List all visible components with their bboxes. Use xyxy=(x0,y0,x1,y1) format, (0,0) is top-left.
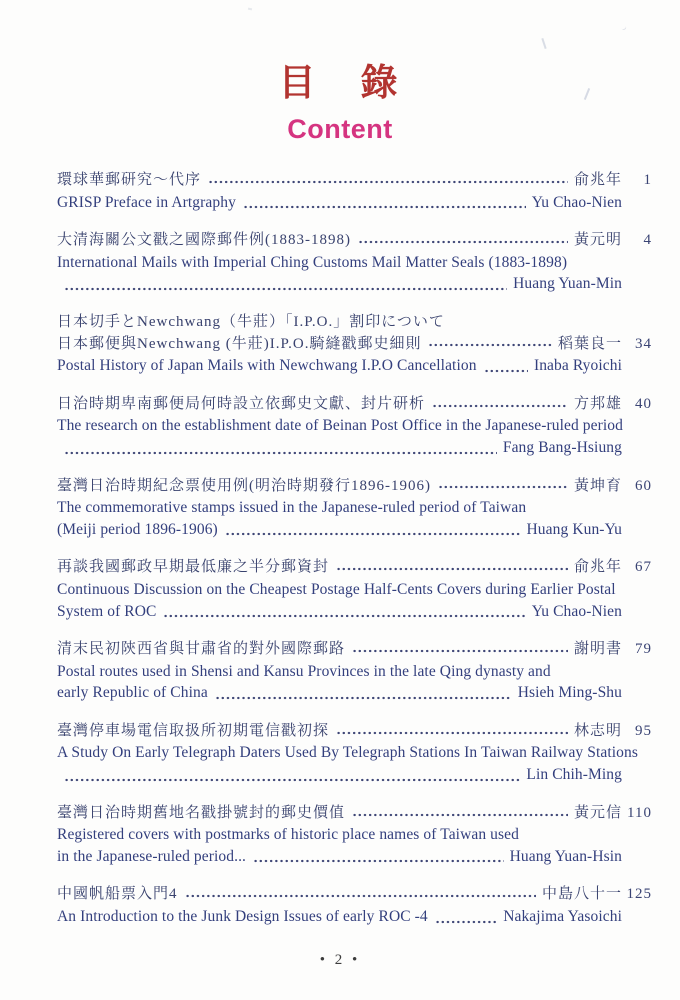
dot-leader xyxy=(336,721,568,743)
page-number: 1 xyxy=(643,172,652,188)
toc-entry xyxy=(57,230,652,295)
page-subtitle: Content xyxy=(287,114,393,144)
entry-title-text: A Study On Early Telegraph Daters Used By Telegraph Stations In Taiwan Railway Stations xyxy=(57,744,639,762)
author-name: Huang Kun-Yu xyxy=(526,520,622,538)
dot-leader xyxy=(185,884,536,906)
entry-title-text: 日本切手とNewchwang（牛莊）「I.P.O.」割印について xyxy=(57,313,445,330)
page-number: 110 xyxy=(627,804,652,821)
entry-title-text: Postal History of Japan Mails with Newchwang I.P.O Cancellation xyxy=(57,357,477,375)
author-name: Inaba Ryoichi xyxy=(533,357,622,375)
dot-leader xyxy=(64,437,497,459)
dot-leader xyxy=(336,557,568,579)
author-name: Nakajima Yasoichi xyxy=(503,908,622,926)
dot-leader xyxy=(438,476,568,498)
scan-artifact xyxy=(620,23,627,31)
entry-title-text: International Mails with Imperial Ching Customs Mail Matter Seals (1883-1898) xyxy=(57,253,568,271)
dot-leader xyxy=(225,519,521,541)
page-number: 60 xyxy=(635,477,652,494)
toc-entry-line xyxy=(57,476,652,498)
toc-entry-line xyxy=(57,639,652,661)
toc-list xyxy=(57,170,652,945)
toc-entry-line xyxy=(57,721,652,743)
author-name: Huang Yuan-Min xyxy=(513,275,622,293)
page-number: 125 xyxy=(626,886,652,903)
entry-title-text: 中國帆船票入門4 xyxy=(57,886,178,903)
toc-entry-line xyxy=(57,334,652,356)
author-name: 黃坤育 xyxy=(573,477,622,494)
entry-title-text: (Meiji period 1896-1906) xyxy=(57,520,218,538)
entry-title-text: 臺灣停車場電信取扱所初期電信戳初探 xyxy=(57,722,330,739)
entry-title-text: 清末民初陝西省與甘肅省的對外國際郵路 xyxy=(57,641,346,658)
dot-leader xyxy=(352,803,568,825)
author-name: Huang Yuan-Hsin xyxy=(509,847,622,865)
scan-artifact xyxy=(541,38,546,49)
entry-title-text: Postal routes used in Shensi and Kansu Provinces in the late Qing dynasty and xyxy=(57,662,551,680)
entry-title-text: 臺灣日治時期紀念票使用例(明治時期發行1896-1906) xyxy=(57,477,431,494)
toc-entry-line xyxy=(57,519,652,541)
author-name: 中島八十一 xyxy=(541,886,622,903)
toc-entry-line xyxy=(57,661,652,683)
toc-entry xyxy=(57,884,652,927)
dot-leader xyxy=(243,192,526,214)
toc-entry-line xyxy=(57,497,652,519)
entry-title-text: in the Japanese-ruled period... xyxy=(57,847,247,865)
entry-title-text: GRISP Preface in Artgraphy xyxy=(57,193,236,211)
entry-title-text: The research on the establishment date of Beinan Post Office in the Japanese-ruled period xyxy=(57,417,623,435)
dot-leader xyxy=(428,334,552,356)
toc-entry-line xyxy=(57,252,652,274)
author-name: 俞兆年 xyxy=(573,172,622,188)
author-name: 稻葉良一 xyxy=(557,335,622,352)
entry-title-text: 大清海關公文戳之國際郵件例(1883-1898) xyxy=(57,232,351,249)
toc-entry-line xyxy=(57,312,652,334)
toc-entry xyxy=(57,312,652,377)
toc-entry-line xyxy=(57,415,652,437)
entry-title-text: 再談我國郵政早期最低廉之半分郵資封 xyxy=(57,559,330,576)
toc-entry xyxy=(57,803,652,868)
toc-entry-line xyxy=(57,557,652,579)
page-number: 4 xyxy=(643,232,652,249)
entry-title-text: early Republic of China xyxy=(57,684,208,702)
toc-entry-line xyxy=(57,803,652,825)
toc-entry xyxy=(57,557,652,622)
page-number: 79 xyxy=(635,641,652,658)
dot-leader xyxy=(208,170,568,192)
toc-entry-line xyxy=(57,394,652,416)
author-name: Yu Chao-Nien xyxy=(531,193,622,211)
toc-entry-line xyxy=(57,846,652,868)
toc-entry-line xyxy=(57,682,652,704)
page-number: 95 xyxy=(635,722,652,739)
toc-entry-line xyxy=(57,884,652,906)
toc-entry-line xyxy=(57,601,652,623)
dot-leader xyxy=(484,355,528,377)
scan-artifact xyxy=(248,8,252,11)
author-name: Yu Chao-Nien xyxy=(531,602,622,620)
toc-entry-line xyxy=(57,355,652,377)
entry-title-text: 日本郵便與Newchwang (牛莊)I.P.O.騎縫戳郵史細則 xyxy=(57,335,422,352)
entry-title-text: System of ROC xyxy=(57,602,157,620)
author-name: 謝明書 xyxy=(573,641,622,658)
author-name: 俞兆年 xyxy=(573,559,622,576)
toc-entry xyxy=(57,476,652,541)
entry-title-text: 臺灣日治時期舊地名戳掛號封的郵史價值 xyxy=(57,804,346,821)
dot-leader xyxy=(253,846,504,868)
toc-entry xyxy=(57,639,652,704)
dot-leader xyxy=(163,601,525,623)
toc-entry-line xyxy=(57,906,652,928)
page-title: 目 錄 xyxy=(278,60,402,104)
page-number: 67 xyxy=(635,559,652,576)
toc-entry-line xyxy=(57,824,652,846)
author-name: 林志明 xyxy=(573,722,622,739)
author-name: Lin Chih-Ming xyxy=(526,766,622,784)
toc-entry-line xyxy=(57,437,652,459)
author-name: Hsieh Ming-Shu xyxy=(517,684,622,702)
toc-entry-line xyxy=(57,764,652,786)
toc-entry-line xyxy=(57,230,652,252)
page-number: 40 xyxy=(635,395,652,412)
author-name: Fang Bang-Hsiung xyxy=(502,438,622,456)
entry-title-text: 日治時期卑南郵便局何時設立依郵史文獻、封片研析 xyxy=(57,395,426,412)
page-number: 34 xyxy=(635,335,652,352)
dot-leader xyxy=(64,273,507,295)
dot-leader xyxy=(435,906,497,928)
dot-leader xyxy=(64,764,520,786)
entry-title-text: Registered covers with postmarks of historic place names of Taiwan used xyxy=(57,826,519,844)
dot-leader xyxy=(358,230,568,252)
dot-leader xyxy=(352,639,568,661)
entry-title-text: An Introduction to the Junk Design Issues of early ROC -4 xyxy=(57,908,428,926)
toc-entry xyxy=(57,170,652,213)
entry-title-text: Continuous Discussion on the Cheapest Postage Half-Cents Covers during Earlier Postal xyxy=(57,580,616,598)
entry-title-text: The commemorative stamps issued in the Japanese-ruled period of Taiwan xyxy=(57,499,527,517)
dot-leader xyxy=(432,394,568,416)
toc-entry xyxy=(57,721,652,786)
author-name: 黃元信 xyxy=(573,804,622,821)
toc-entry xyxy=(57,394,652,459)
dot-leader xyxy=(215,682,512,704)
toc-entry-line xyxy=(57,192,652,214)
author-name: 黃元明 xyxy=(573,232,622,249)
page-footer: • 2 • xyxy=(319,952,361,968)
entry-title-text: 環球華郵研究～代序 xyxy=(57,172,202,188)
toc-entry-line xyxy=(57,273,652,295)
author-name: 方邦雄 xyxy=(573,395,622,412)
toc-entry-line xyxy=(57,579,652,601)
toc-entry-line xyxy=(57,742,652,764)
toc-entry-line xyxy=(57,170,652,192)
